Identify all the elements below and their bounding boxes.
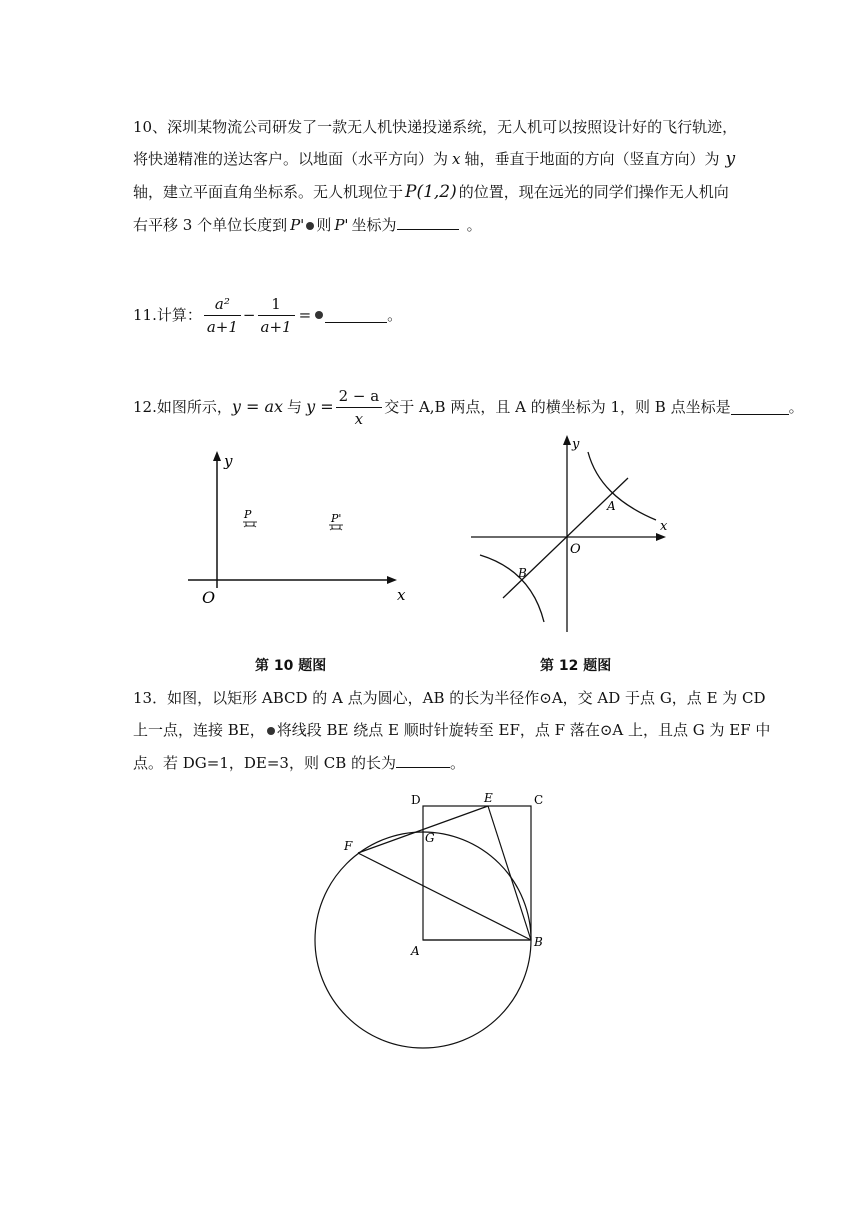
- fig10-caption: 第 10 题图: [255, 658, 327, 674]
- fig12-label-o: O: [570, 542, 581, 557]
- q13-line3: 点。若 DG=1，DE=3，则 CB 的长为 。: [133, 754, 466, 772]
- q10-line1: 10、深圳某物流公司研发了一款无人机快递投递系统，无人机可以按照设计好的飞行轨迹，: [133, 118, 738, 136]
- figure-13: [300, 785, 570, 1055]
- stamp-mark: [306, 222, 314, 230]
- q12-answer-blank: [731, 400, 789, 415]
- q10-answer-blank: [397, 215, 459, 230]
- stamp-mark: [267, 727, 275, 735]
- q12-line: 12.如图所示， y = ax 与 y = $\frac{2 - a}{x}$ 交于 A,B 两点，且 A 的横坐标为 1，则 B 点坐标是 。: [133, 386, 804, 428]
- fig12-label-y: y: [572, 437, 580, 452]
- fig13-label-f: F: [344, 839, 353, 853]
- figure-12: [466, 432, 676, 637]
- q11-fraction-2: $\frac{1}{a+1}$: [258, 293, 295, 338]
- fig13-label-e: E: [484, 791, 493, 805]
- q12-fraction: $\frac{2 - a}{x}$: [336, 385, 383, 430]
- fig10-label-x: x: [397, 586, 406, 604]
- fig10-label-p-prime: P': [331, 512, 342, 525]
- fig13-label-d: D: [411, 793, 421, 807]
- q13-line2: 上一点，连接 BE， 将线段 BE 绕点 E 顺时针旋转至 EF，点 F 落在⊙A 上，且点 G 为 EF 中: [133, 721, 771, 739]
- q10-line3: 轴，建立平面直角坐标系。无人机现位于 P(1,2) 的位置，现在远光的同学们操作无人机向: [133, 182, 729, 202]
- fig12-label-a: A: [607, 499, 616, 513]
- fig10-label-o: O: [202, 588, 216, 607]
- q13-line1: 13．如图，以矩形 ABCD 的 A 点为圆心，AB 的长为半径作⊙A，交 AD 于点 G，点 E 为 CD: [133, 689, 766, 707]
- fig12-label-b: B: [518, 566, 527, 580]
- fig13-label-g: G: [425, 831, 435, 845]
- q10-line2: 将快递精准的送达客户。以地面（水平方向）为 x 轴，垂直于地面的方向（竖直方向）为 y: [133, 149, 736, 169]
- fig10-label-y: y: [224, 452, 233, 470]
- q11-answer-blank: [325, 308, 387, 323]
- q13-answer-blank: [396, 753, 450, 768]
- fig13-label-a: A: [411, 944, 420, 958]
- q10-line4: 右平移 3 个单位长度到 P' 则 P' 坐标为 。: [133, 216, 482, 234]
- drone-icon: [243, 522, 257, 527]
- figure-10: [180, 448, 420, 608]
- drone-icon: [329, 525, 343, 530]
- fig12-label-x: x: [660, 519, 668, 534]
- fig13-label-b: B: [534, 935, 543, 949]
- q11-line: 11.计算： $\frac{\text{a²}}{a+1}$ − $\frac{1}{a+1}$ = 。: [133, 294, 403, 336]
- fig13-label-c: C: [534, 793, 544, 807]
- stamp-mark: [315, 311, 323, 319]
- fig10-label-p: P: [244, 508, 252, 521]
- q11-fraction-1: $\frac{\text{a²}}{a+1}$: [204, 293, 241, 338]
- fig12-caption: 第 12 题图: [540, 658, 612, 674]
